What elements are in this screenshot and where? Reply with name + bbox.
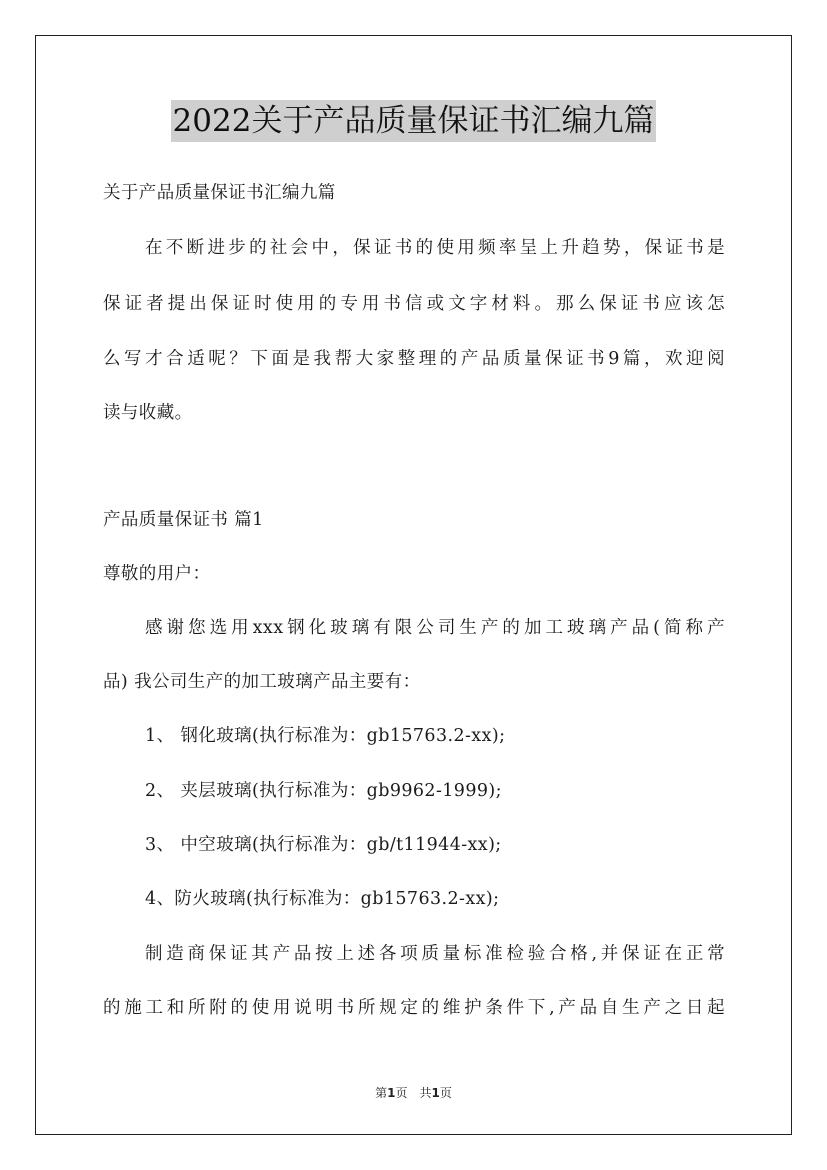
list-item-3: 3、 中空玻璃(执行标准为：gb/t11944-xx); [145, 835, 502, 855]
list-item-1: 1、 钢化玻璃(执行标准为：gb15763.2-xx); [145, 726, 506, 746]
intro-line-2: 保证者提出保证时使用的专用书信或文字材料。那么保证书应该怎 [103, 294, 725, 314]
footer-page-total: 1 [431, 1086, 440, 1100]
title-container [0, 100, 827, 142]
document-title: 2022关于产品质量保证书汇编九篇 [171, 100, 657, 142]
list-item-4: 4、防火玻璃(执行标准为：gb15763.2-xx); [145, 889, 500, 909]
footer-page-prefix: 第 [375, 1086, 388, 1100]
intro-line-4: 读与收藏。 [103, 403, 193, 423]
intro-line-3: 么写才合适呢？下面是我帮大家整理的产品质量保证书9篇，欢迎阅 [103, 349, 725, 369]
salutation: 尊敬的用户： [103, 564, 211, 584]
footer-page-suffix: 页 [439, 1086, 452, 1100]
paragraph-1-line-2: 品) 我公司生产的加工玻璃产品主要有： [103, 672, 421, 692]
footer-page-number: 1 [387, 1086, 396, 1100]
paragraph-2-line-1: 制造商保证其产品按上述各项质量标准检验合格,并保证在正常 [145, 944, 725, 964]
section-heading: 产品质量保证书 篇1 [103, 510, 264, 530]
paragraph-1-line-1: 感谢您选用xxx钢化玻璃有限公司生产的加工玻璃产品(简称产 [145, 618, 725, 638]
footer-page-mid: 页 共 [395, 1086, 432, 1100]
paragraph-2-line-2: 的施工和所附的使用说明书所规定的维护条件下,产品自生产之日起 [103, 998, 725, 1018]
page-footer [0, 1084, 827, 1101]
intro-line-1: 在不断进步的社会中，保证书的使用频率呈上升趋势，保证书是 [145, 238, 725, 258]
list-item-2: 2、 夹层玻璃(执行标准为：gb9962-1999); [145, 781, 502, 801]
document-subtitle: 关于产品质量保证书汇编九篇 [103, 183, 336, 203]
